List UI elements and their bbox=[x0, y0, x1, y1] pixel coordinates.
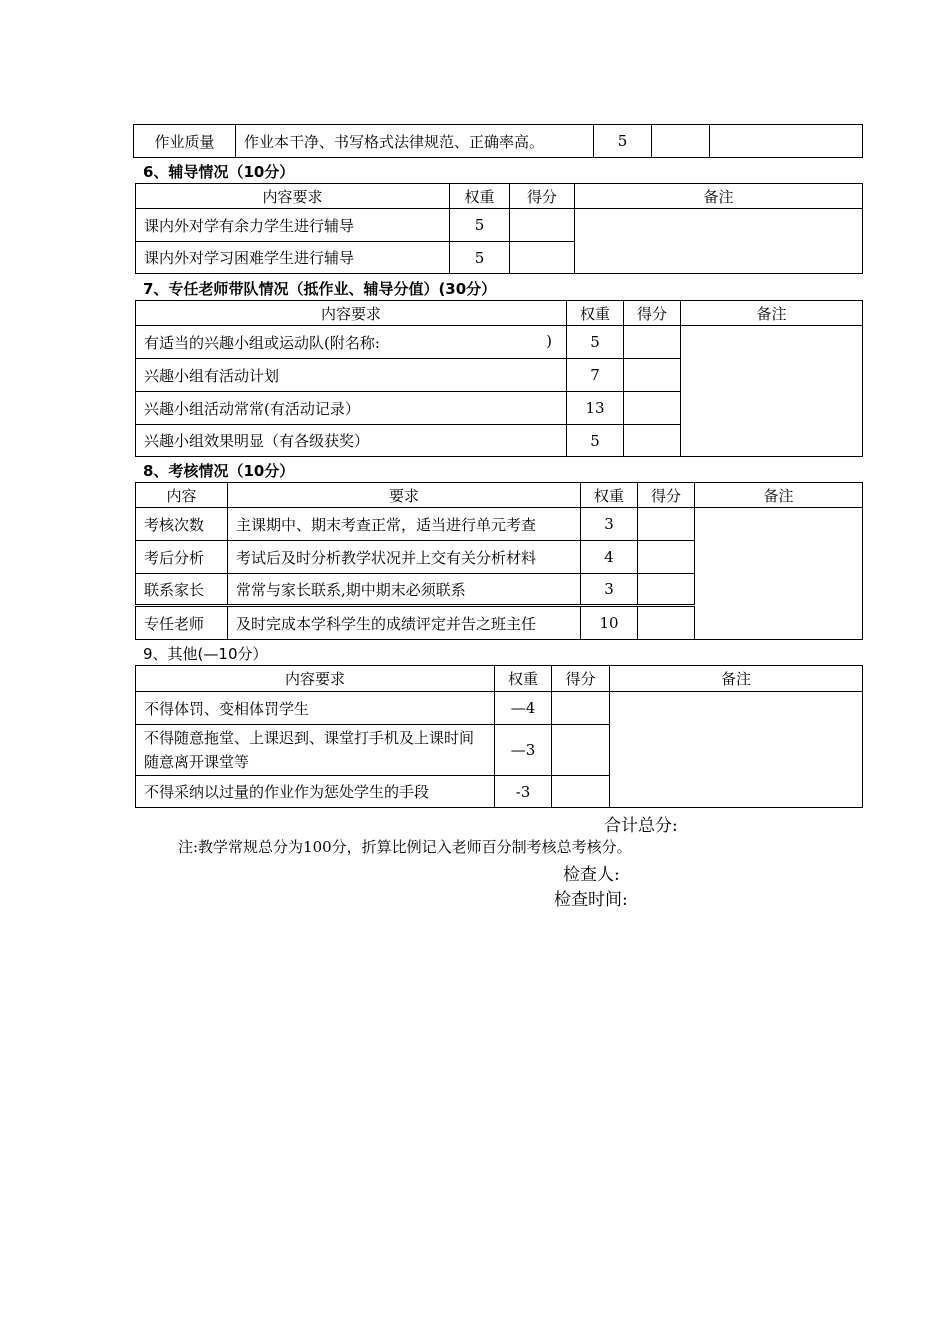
section-8-table bbox=[135, 482, 863, 640]
table-row-content: 不得采纳以过量的作业作为惩处学生的手段 bbox=[136, 776, 495, 808]
table-row-content: 课内外对学有余力学生进行辅导 bbox=[136, 209, 450, 242]
work-quality-table bbox=[133, 124, 863, 158]
header-item: 内容 bbox=[136, 483, 228, 508]
footnote: 注:教学常规总分为100分，折算比例记入老师百分制考核总考核分。 bbox=[178, 838, 632, 856]
header-remark: 备注 bbox=[575, 184, 863, 209]
header-weight: 权重 bbox=[567, 301, 624, 326]
table-row-content: 课内外对学习困难学生进行辅导 bbox=[136, 242, 450, 274]
table-row-requirement: 常常与家长联系,期中期末必须联系 bbox=[228, 574, 581, 606]
table-row-weight: —3 bbox=[495, 725, 552, 776]
table-row-weight: 3 bbox=[581, 508, 638, 541]
work-quality-score bbox=[652, 125, 710, 158]
remark-cell bbox=[575, 209, 863, 274]
header-content: 内容要求 bbox=[136, 666, 495, 692]
section-9-table bbox=[135, 665, 863, 808]
section-6-title: 6、辅导情况（10分） bbox=[143, 163, 295, 181]
header-weight: 权重 bbox=[581, 483, 638, 508]
table-row-weight: 3 bbox=[581, 574, 638, 606]
remark-cell bbox=[695, 508, 863, 640]
table-row-weight: 5 bbox=[567, 425, 624, 457]
header-requirement: 要求 bbox=[228, 483, 581, 508]
header-score: 得分 bbox=[638, 483, 695, 508]
header-weight: 权重 bbox=[495, 666, 552, 692]
table-row-score bbox=[638, 508, 695, 541]
table-row-weight: 5 bbox=[567, 326, 624, 359]
table-row-content: 兴趣小组效果明显（有各级获奖） bbox=[136, 425, 567, 457]
table-row-weight: 5 bbox=[450, 242, 510, 274]
table-row-score bbox=[552, 692, 610, 725]
table-row-score bbox=[510, 242, 575, 274]
header-remark: 备注 bbox=[695, 483, 863, 508]
section-7-table bbox=[135, 300, 863, 457]
section-6-table bbox=[135, 183, 863, 274]
table-row-score bbox=[638, 541, 695, 574]
header-score: 得分 bbox=[510, 184, 575, 209]
work-quality-label: 作业质量 bbox=[134, 125, 236, 158]
work-quality-weight: 5 bbox=[594, 125, 652, 158]
table-row-score bbox=[638, 574, 695, 606]
table-row-item: 专任老师 bbox=[136, 606, 228, 640]
inspection-time-label: 检查时间: bbox=[554, 890, 628, 910]
table-row-requirement: 考试后及时分析教学状况并上交有关分析材料 bbox=[228, 541, 581, 574]
table-row-weight: 10 bbox=[581, 606, 638, 640]
table-row-content: 不得随意拖堂、上课迟到、课堂打手机及上课时间随意离开课堂等 bbox=[136, 725, 495, 776]
table-row-weight: -3 bbox=[495, 776, 552, 808]
header-remark: 备注 bbox=[681, 301, 863, 326]
table-row-content: 兴趣小组活动常常(有活动记录） bbox=[136, 392, 567, 425]
table-row-content: 不得体罚、变相体罚学生 bbox=[136, 692, 495, 725]
table-row-weight: 7 bbox=[567, 359, 624, 392]
table-row-score bbox=[638, 606, 695, 640]
row-closing-paren: ) bbox=[546, 331, 552, 350]
table-row-score bbox=[624, 359, 681, 392]
table-row-content bbox=[136, 326, 567, 359]
table-row-score bbox=[624, 425, 681, 457]
section-8-title: 8、考核情况（10分） bbox=[143, 462, 295, 480]
table-row-score bbox=[552, 725, 610, 776]
row-text: 有适当的兴趣小组或运动队(附名称: bbox=[144, 333, 380, 352]
table-row-score bbox=[510, 209, 575, 242]
table-row-item: 联系家长 bbox=[136, 574, 228, 606]
table-row-requirement: 主课期中、期末考查正常，适当进行单元考查 bbox=[228, 508, 581, 541]
table-row-score bbox=[624, 326, 681, 359]
section-9-title: 9、其他(—10分） bbox=[143, 645, 268, 663]
table-row-weight: 13 bbox=[567, 392, 624, 425]
table-row-content: 兴趣小组有活动计划 bbox=[136, 359, 567, 392]
table-row-weight: 5 bbox=[450, 209, 510, 242]
table-row-item: 考核次数 bbox=[136, 508, 228, 541]
inspector-label: 检查人: bbox=[563, 865, 620, 885]
header-content: 内容要求 bbox=[136, 301, 567, 326]
header-remark: 备注 bbox=[610, 666, 863, 692]
work-quality-remark bbox=[710, 125, 863, 158]
total-score-label: 合计总分: bbox=[604, 816, 678, 836]
table-row-score bbox=[552, 776, 610, 808]
header-score: 得分 bbox=[552, 666, 610, 692]
table-row-score bbox=[624, 392, 681, 425]
header-score: 得分 bbox=[624, 301, 681, 326]
section-7-title: 7、专任老师带队情况（抵作业、辅导分值）(30分） bbox=[143, 280, 497, 298]
table-row-item: 考后分析 bbox=[136, 541, 228, 574]
header-content: 内容要求 bbox=[136, 184, 450, 209]
table-row-weight: 4 bbox=[581, 541, 638, 574]
table-row-requirement: 及时完成本学科学生的成绩评定并告之班主任 bbox=[228, 606, 581, 640]
remark-cell bbox=[681, 326, 863, 457]
table-row-weight: —4 bbox=[495, 692, 552, 725]
work-quality-content: 作业本干净、书写格式法律规范、正确率高。 bbox=[236, 125, 594, 158]
header-weight: 权重 bbox=[450, 184, 510, 209]
remark-cell bbox=[610, 692, 863, 808]
